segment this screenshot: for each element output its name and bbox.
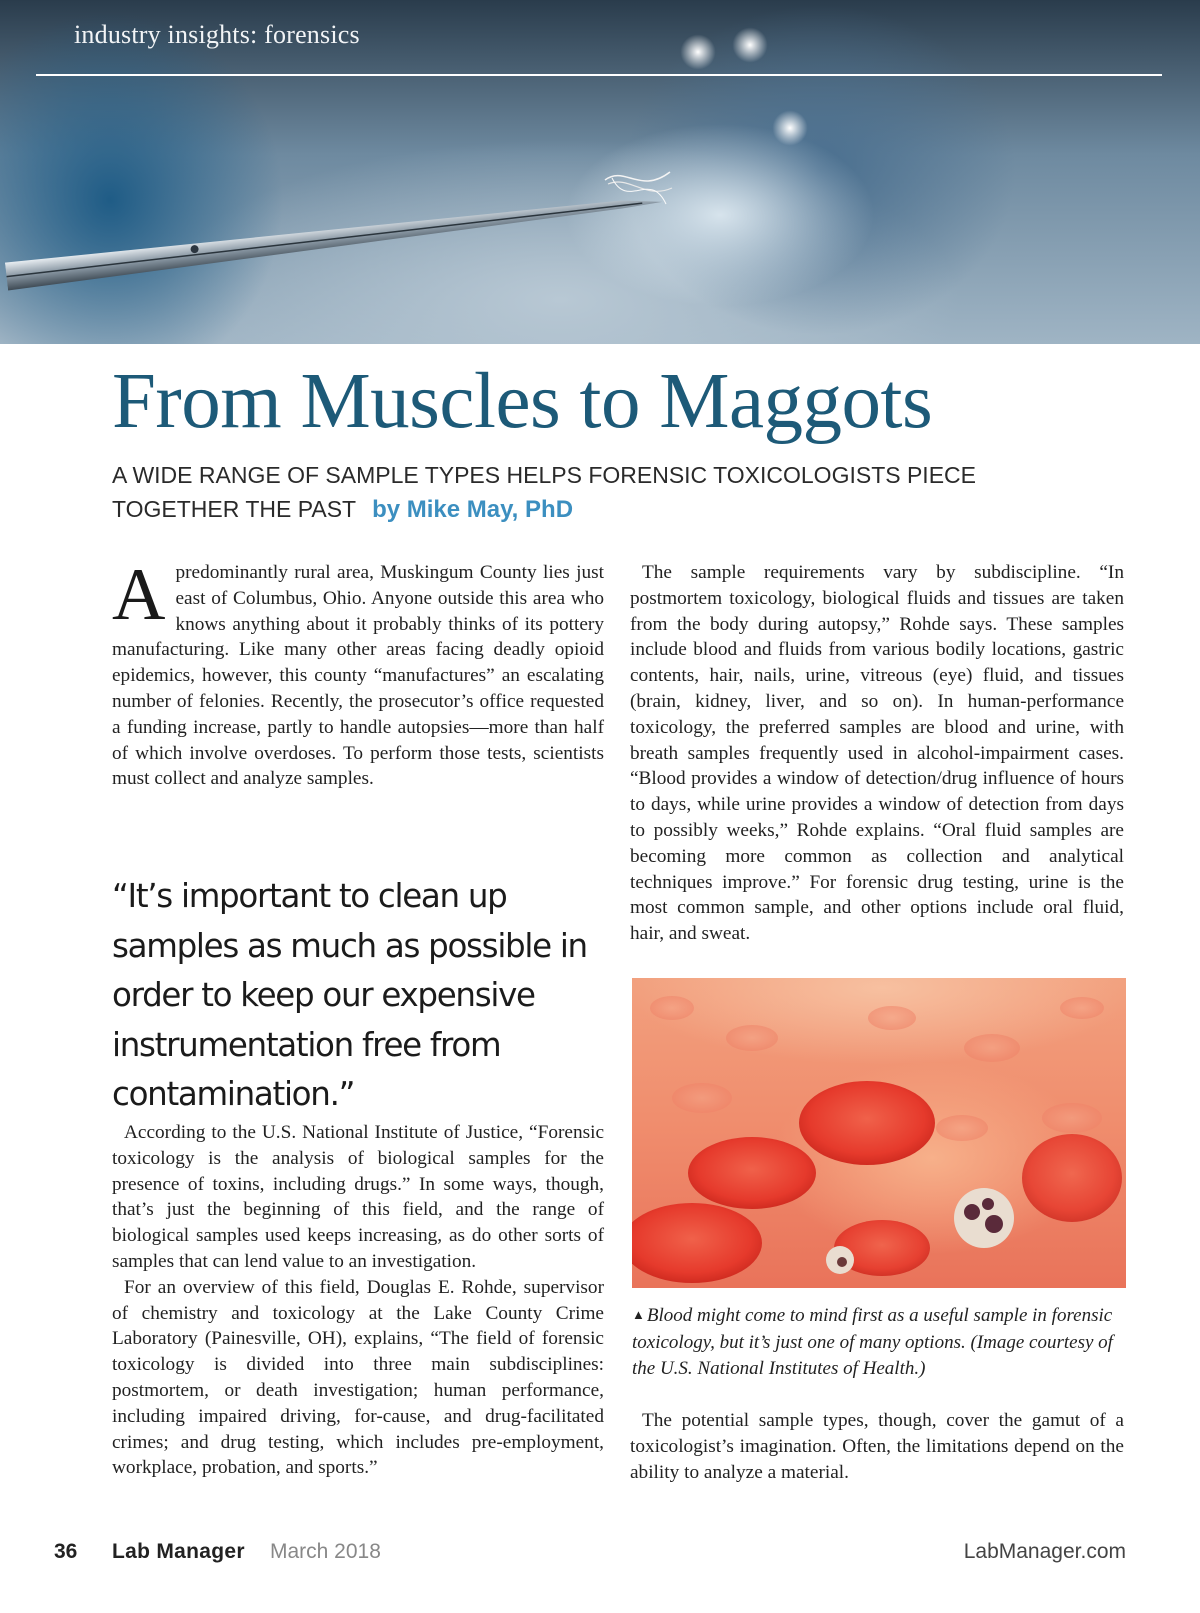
left-column-intro	[112, 554, 604, 792]
tweezers-illustration	[4, 182, 664, 296]
body-paragraph: The potential sample types, though, cover the gamut of a toxicologist’s imagination. Often, the limitations depend on the ability to analyze a material.	[630, 1410, 1124, 1483]
blood-cells-illustration	[632, 978, 1126, 1288]
article-title: From Muscles to Maggots	[112, 358, 933, 445]
fiber-sample	[600, 160, 680, 220]
right-column-body	[630, 560, 1124, 947]
blood-cells-image	[632, 978, 1126, 1288]
page-footer	[0, 1540, 1200, 1570]
intro-text: predominantly rural area, Muskingum County lies just east of Columbus, Ohio. Anyone outside this area who knows anything about it probably thinks of its pottery manufacturing. Like many other areas facing deadly opioid epidemics, however, this county “manufactures” an escalating number of felonies. Recently, the prosecutor’s office requested a funding increase, partly to handle autopsies—more than half of which involve overdoses. To perform those tests, scientists must collect and analyze samples.	[112, 562, 604, 790]
caption-text: Blood might come to mind first as a useful sample in forensic toxicology, but it’s just one of many options. (Image courtesy of the U.S. National Institutes of Health.)	[632, 1305, 1113, 1379]
issue-date: March 2018	[270, 1540, 381, 1563]
caption-triangle-icon: ▲	[632, 1307, 645, 1322]
intro-paragraph	[112, 554, 604, 792]
left-column-body	[112, 1120, 604, 1481]
deck-text: A WIDE RANGE OF SAMPLE TYPES HELPS FORENSIC TOXICOLOGISTS PIECE TOGETHER THE PAST	[112, 462, 976, 522]
website-link[interactable]: LabManager.com	[963, 1540, 1126, 1563]
hero-photo-forensic-tweezers	[0, 0, 1200, 344]
right-column-continuation	[630, 1408, 1124, 1485]
magazine-name: Lab Manager	[112, 1540, 245, 1563]
body-paragraph: For an overview of this field, Douglas E. Rohde, supervisor of chemistry and toxicology at the Lake County Crime Laboratory (Painesville, OH), explains, “The field of forensic toxicology is divided into three main subdisciplines: postmortem, or death investigation; human performance, including impaired driving, for-cause, and drug-facilitated crimes; and drug testing, which includes pre-employment, workplace, probation, and sports.”	[112, 1276, 604, 1479]
article-deck	[112, 458, 1012, 527]
body-paragraph: The sample requirements vary by subdiscipline. “In postmortem toxicology, biological fluids and tissues are taken from the body during autopsy,” Rohde says. These samples include blood and fluids from various bodily locations, gastric contents, hair, nails, urine, vitreous (eye) fluid, and tissues (brain, kidney, liver, and so on). In human-performance toxicology, the preferred samples are blood and urine, with breath samples frequently used in alcohol-impairment cases. “Blood provides a window of detection/drug influence of hours to days, while urine provides a window of detection from days to possibly weeks,” Rohde explains. “Oral fluid samples are becoming more common as collection and analytical techniques improve.” For forensic drug testing, urine is the most common sample, and other options include oral fluid, hair, and sweat.	[630, 562, 1124, 945]
header-rule	[36, 74, 1162, 76]
drop-cap: A	[112, 554, 166, 636]
byline: by Mike May, PhD	[372, 496, 574, 523]
page-number: 36	[54, 1540, 78, 1563]
body-paragraph: According to the U.S. National Institute of Justice, “Forensic toxicology is the analysis of biological samples for the presence of toxins, including drugs.” In some ways, though, that’s just the beginning of this field, and the range of biological samples used keeps increasing, as do other sorts of samples that can lend value to an investigation.	[112, 1122, 604, 1272]
pull-quote: “It’s important to clean up samples as much as possible in order to keep our expensive instrumentation free from contamination.”	[112, 877, 587, 1113]
image-caption	[632, 1302, 1126, 1383]
section-kicker: industry insights: forensics	[74, 20, 360, 49]
